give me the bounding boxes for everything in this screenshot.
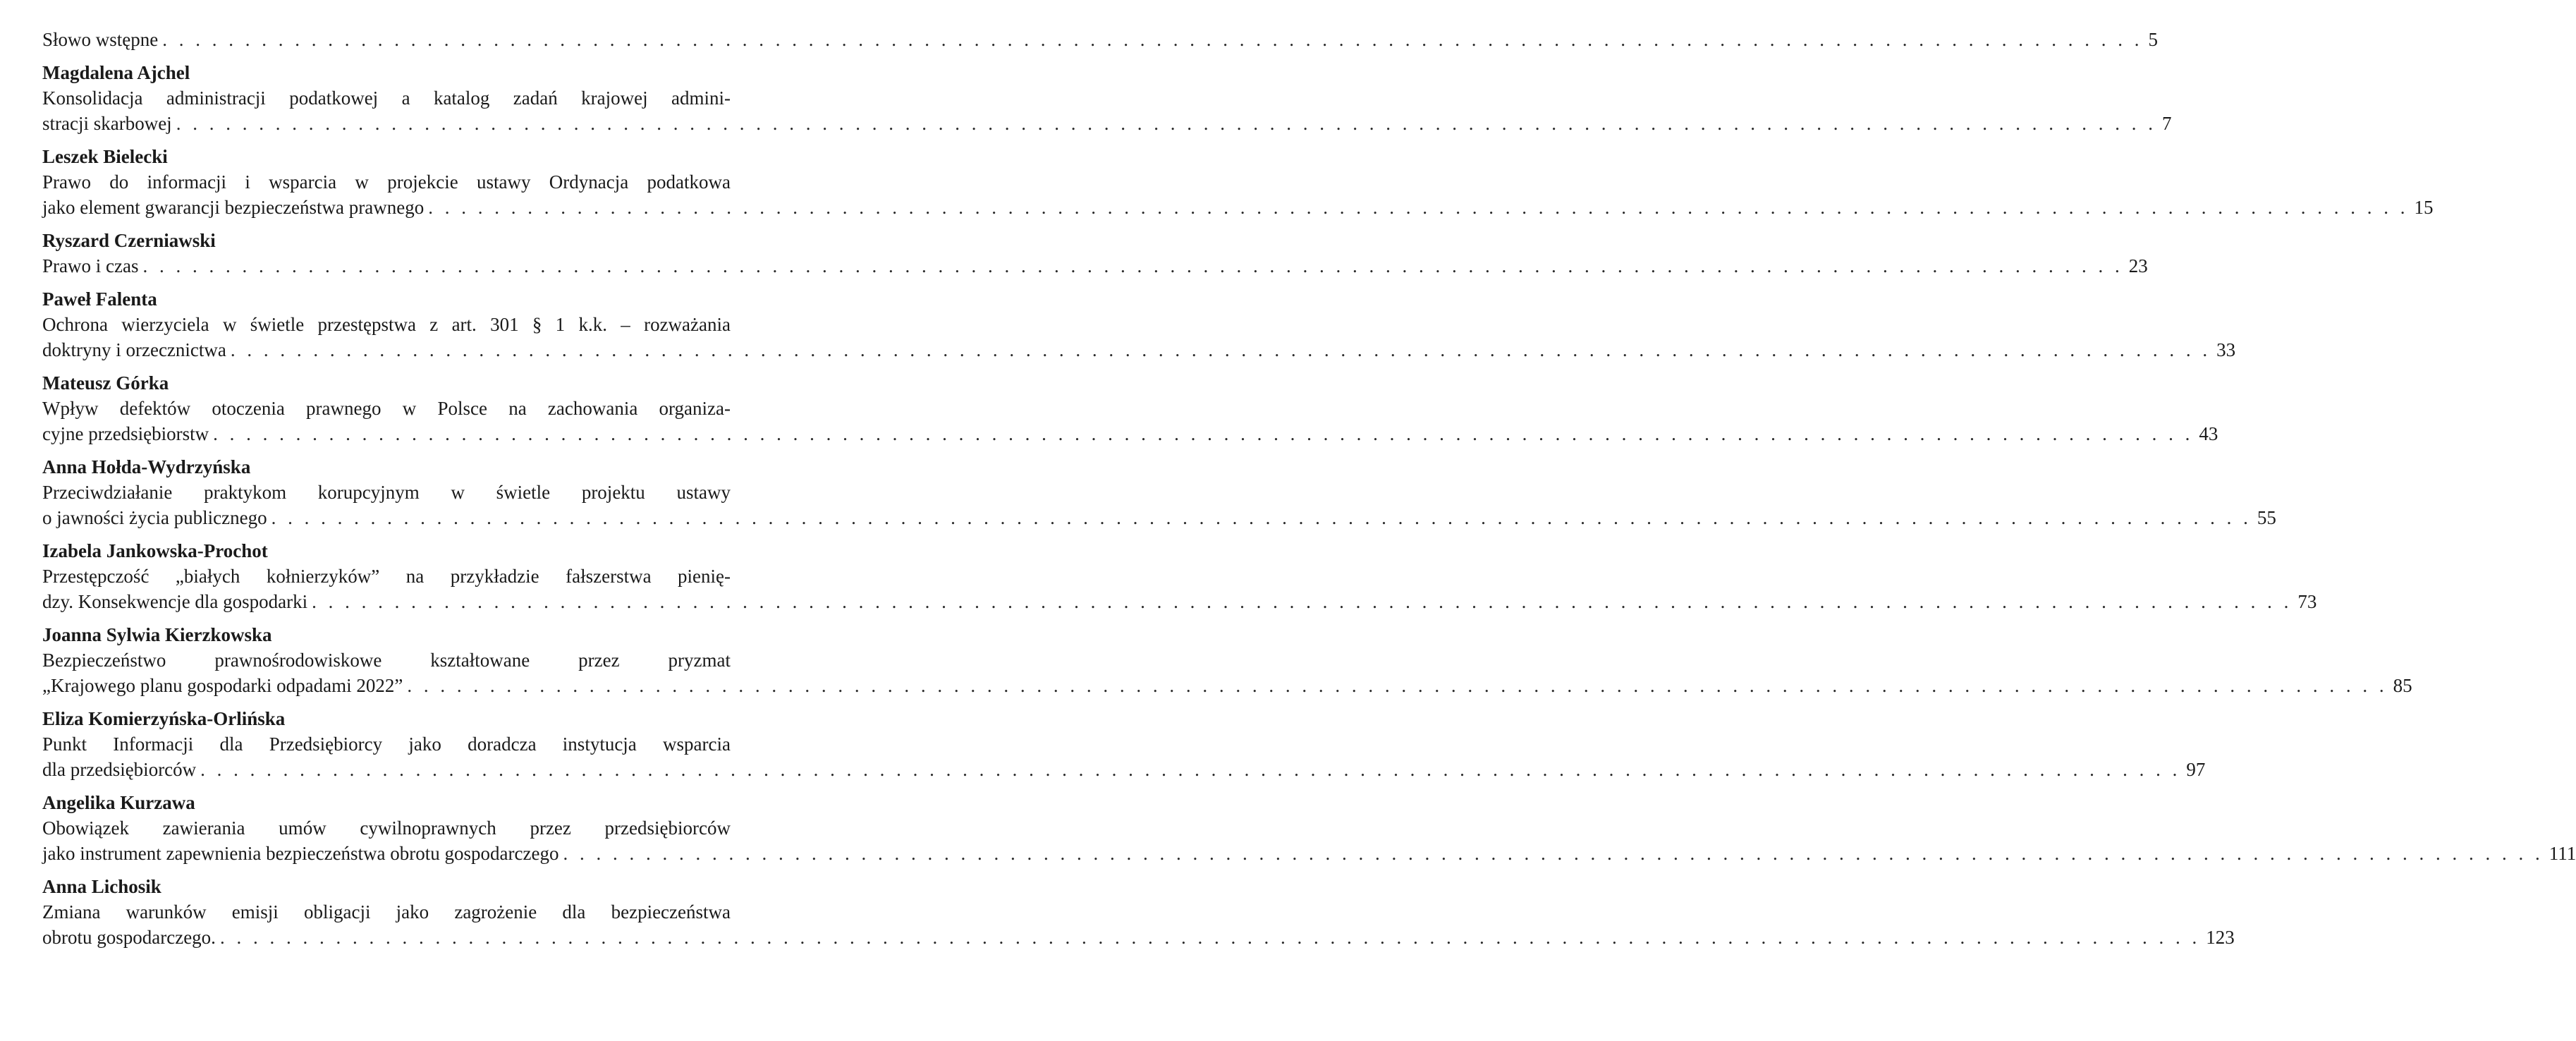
toc-title-text: Prawo i czas [42,255,139,276]
page-number: 123 [2206,927,2235,948]
toc-title-line: Zmiana warunków emisji obligacji jako zagrożenie dla bezpieczeństwa [42,901,731,923]
dot-leader: . . . . . . . . . . . . . . . . . . . . . . . . . . . . . . . . . . . . . . . . . . . . . . . . . . . . . . . . . . . . . . . . . . . . . . . . . . . . . . . . . . . . . . . . . . . . . . . . . . . . . . . . . . . . . . . . . . . . . . . . [142,255,2123,276]
dot-leader: . . . . . . . . . . . . . . . . . . . . . . . . . . . . . . . . . . . . . . . . . . . . . . . . . . . . . . . . . . . . . . . . . . . . . . . . . . . . . . . . . . . . . . . . . . . . . . . . . . . . . . . . . . . . . . . . . . . . . . . . [428,197,2409,218]
toc-title-final-line [42,841,2576,866]
toc-entry [42,706,2206,782]
page-number: 111 [2548,843,2576,864]
toc-title-text: obrotu gospodarczego. [42,927,216,948]
page-number: 43 [2199,423,2218,444]
toc-author: Anna Lichosik [42,876,161,897]
toc-title-final-line [42,925,2235,950]
dot-leader: . . . . . . . . . . . . . . . . . . . . . . . . . . . . . . . . . . . . . . . . . . . . . . . . . . . . . . . . . . . . . . . . . . . . . . . . . . . . . . . . . . . . . . . . . . . . . . . . . . . . . . . . . . . . . . . . . . . . . . . . [219,927,2201,948]
toc-title-line: Przestępczość „białych kołnierzyków” na przykładzie fałszerstwa pienię- [42,566,731,587]
toc-title-line: Punkt Informacji dla Przedsiębiorcy jako doradcza instytucja wsparcia [42,733,731,755]
toc-entry [42,370,2218,446]
toc-title-text: Słowo wstępne [42,29,159,50]
toc-entry [42,228,2148,279]
toc-title-text: cyjne przedsiębiorstw [42,423,209,444]
toc-title-line: Prawo do informacji i wsparcia w projekcie ustawy Ordynacja podatkowa [42,171,731,193]
toc-title-final-line [42,111,2172,136]
toc-title-text: jako element gwarancji bezpieczeństwa prawnego [42,197,425,218]
dot-leader: . . . . . . . . . . . . . . . . . . . . . . . . . . . . . . . . . . . . . . . . . . . . . . . . . . . . . . . . . . . . . . . . . . . . . . . . . . . . . . . . . . . . . . . . . . . . . . . . . . . . . . . . . . . . . . . . . . . . . . . . [213,423,2194,444]
toc-entry [42,60,2172,136]
toc-entry [42,454,2276,530]
toc-title-line: Ochrona wierzyciela w świetle przestępstwa z art. 301 § 1 k.k. – rozważania [42,314,731,335]
dot-leader: . . . . . . . . . . . . . . . . . . . . . . . . . . . . . . . . . . . . . . . . . . . . . . . . . . . . . . . . . . . . . . . . . . . . . . . . . . . . . . . . . . . . . . . . . . . . . . . . . . . . . . . . . . . . . . . . . . . . . . . . [230,339,2211,360]
toc-author: Ryszard Czerniawski [42,230,216,251]
page-number: 73 [2297,591,2317,612]
toc-author: Joanna Sylwia Kierzkowska [42,624,272,645]
dot-leader: . . . . . . . . . . . . . . . . . . . . . . . . . . . . . . . . . . . . . . . . . . . . . . . . . . . . . . . . . . . . . . . . . . . . . . . . . . . . . . . . . . . . . . . . . . . . . . . . . . . . . . . . . . . . . . . . . . . . . . . . [162,29,2143,50]
toc-title-text: dzy. Konsekwencje dla gospodarki [42,591,308,612]
toc-author: Magdalena Ajchel [42,62,190,83]
toc-title-final-line [42,589,2317,614]
toc-title-line: Wpływ defektów otoczenia prawnego w Polsce na zachowania organiza- [42,398,731,419]
toc-author: Izabela Jankowska-Prochot [42,540,268,561]
dot-leader: . . . . . . . . . . . . . . . . . . . . . . . . . . . . . . . . . . . . . . . . . . . . . . . . . . . . . . . . . . . . . . . . . . . . . . . . . . . . . . . . . . . . . . . . . . . . . . . . . . . . . . . . . . . . . . . . . . . . . . . . [407,675,2388,696]
toc-entry [42,874,2235,950]
dot-leader: . . . . . . . . . . . . . . . . . . . . . . . . . . . . . . . . . . . . . . . . . . . . . . . . . . . . . . . . . . . . . . . . . . . . . . . . . . . . . . . . . . . . . . . . . . . . . . . . . . . . . . . . . . . . . . . . . . . . . . . . [563,843,2544,864]
dot-leader: . . . . . . . . . . . . . . . . . . . . . . . . . . . . . . . . . . . . . . . . . . . . . . . . . . . . . . . . . . . . . . . . . . . . . . . . . . . . . . . . . . . . . . . . . . . . . . . . . . . . . . . . . . . . . . . . . . . . . . . . [176,113,2156,134]
toc-title-final-line [42,673,2412,698]
toc-title-text: stracji skarbowej [42,113,172,134]
toc-title-final-line [42,505,2276,530]
table-of-contents [42,27,2576,958]
toc-title-line: Przeciwdziałanie praktykom korupcyjnym w świetle projektu ustawy [42,482,731,503]
toc-entry [42,27,2158,52]
page-number: 97 [2186,759,2206,780]
toc-author: Paweł Falenta [42,288,157,310]
toc-title-text: doktryny i orzecznictwa [42,339,226,360]
toc-author: Anna Hołda-Wydrzyńska [42,456,251,477]
toc-title-final-line [42,757,2206,782]
toc-author: Leszek Bielecki [42,146,168,167]
toc-entry [42,790,2576,866]
toc-author: Angelika Kurzawa [42,792,195,813]
dot-leader: . . . . . . . . . . . . . . . . . . . . . . . . . . . . . . . . . . . . . . . . . . . . . . . . . . . . . . . . . . . . . . . . . . . . . . . . . . . . . . . . . . . . . . . . . . . . . . . . . . . . . . . . . . . . . . . . . . . . . . . . [312,591,2293,612]
page-number: 33 [2216,339,2236,360]
toc-entry [42,622,2412,698]
toc-title-final-line [42,421,2218,446]
toc-title-text: jako instrument zapewnienia bezpieczeństwa obrotu gospodarczego [42,843,559,864]
toc-title-line: Konsolidacja administracji podatkowej a katalog zadań krajowej admini- [42,87,731,109]
toc-author: Eliza Komierzyńska-Orlińska [42,708,286,729]
toc-entry [42,538,2317,614]
toc-title-final-line [42,253,2148,279]
toc-title-final-line [42,337,2236,363]
toc-title-text: dla przedsiębiorców [42,759,197,780]
toc-title-line: Bezpieczeństwo prawnośrodowiskowe kształtowane przez pryzmat [42,650,731,671]
page-number: 5 [2148,29,2158,50]
page-number: 7 [2161,113,2172,134]
toc-title-final-line [42,27,2158,52]
page-number: 55 [2257,507,2276,528]
toc-entry [42,286,2236,363]
page-number: 15 [2414,197,2434,218]
toc-title-line: Obowiązek zawierania umów cywilnoprawnych przez przedsiębiorców [42,817,731,839]
toc-title-final-line [42,195,2434,220]
toc-author: Mateusz Górka [42,372,169,394]
toc-title-text: o jawności życia publicznego [42,507,267,528]
page-number: 85 [2393,675,2412,696]
toc-title-text: „Krajowego planu gospodarki odpadami 2022” [42,675,403,696]
page-number: 23 [2128,255,2148,276]
dot-leader: . . . . . . . . . . . . . . . . . . . . . . . . . . . . . . . . . . . . . . . . . . . . . . . . . . . . . . . . . . . . . . . . . . . . . . . . . . . . . . . . . . . . . . . . . . . . . . . . . . . . . . . . . . . . . . . . . . . . . . . . [271,507,2252,528]
toc-entry [42,144,2434,220]
dot-leader: . . . . . . . . . . . . . . . . . . . . . . . . . . . . . . . . . . . . . . . . . . . . . . . . . . . . . . . . . . . . . . . . . . . . . . . . . . . . . . . . . . . . . . . . . . . . . . . . . . . . . . . . . . . . . . . . . . . . . . . . [200,759,2181,780]
